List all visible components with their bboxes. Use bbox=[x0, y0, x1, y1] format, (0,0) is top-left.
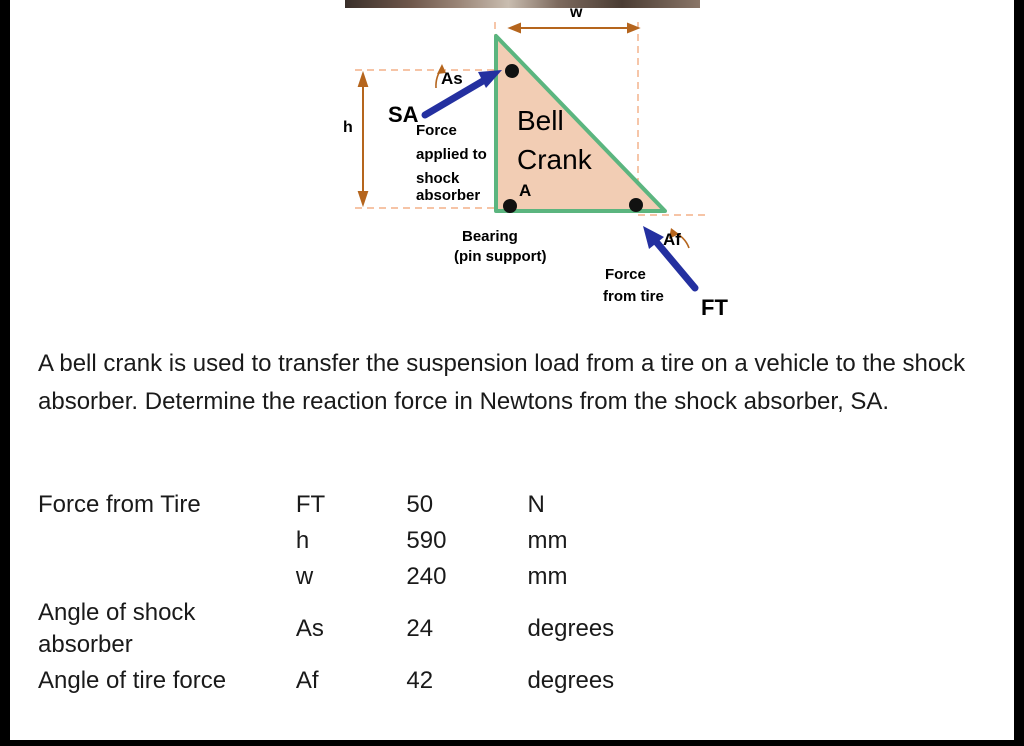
pin-tire bbox=[629, 198, 643, 212]
dimension-w bbox=[510, 24, 638, 32]
crank-title-line1: Bell bbox=[517, 105, 564, 136]
dimension-h-label: h bbox=[343, 119, 353, 136]
row-name bbox=[38, 523, 296, 559]
row-value: 240 bbox=[406, 563, 447, 590]
angle-af-label: Af bbox=[663, 230, 681, 249]
row-unit: degrees bbox=[527, 615, 615, 642]
row-name: Angle of shock absorber bbox=[38, 599, 196, 658]
shock-caption-line3: shock bbox=[416, 170, 460, 187]
row-name bbox=[38, 559, 296, 595]
table-row bbox=[38, 523, 738, 559]
row-value: 590 bbox=[406, 527, 447, 554]
row-unit: degrees bbox=[527, 667, 615, 694]
bell-crank-diagram bbox=[10, 0, 1014, 330]
row-symbol: FT bbox=[295, 491, 326, 518]
table-row bbox=[38, 487, 738, 523]
pin-bearing bbox=[503, 199, 517, 213]
tire-caption-line2: from tire bbox=[603, 288, 664, 305]
pin-shock bbox=[505, 64, 519, 78]
tire-force-label: FT bbox=[701, 295, 728, 320]
row-value: 42 bbox=[406, 667, 434, 694]
row-value: 24 bbox=[406, 615, 434, 642]
point-a-label: A bbox=[519, 181, 532, 200]
row-symbol: h bbox=[295, 527, 310, 554]
angle-as-label: As bbox=[441, 69, 463, 88]
row-symbol: As bbox=[295, 615, 324, 642]
row-value: 50 bbox=[406, 491, 434, 518]
document-page bbox=[10, 0, 1014, 740]
row-unit: mm bbox=[527, 527, 568, 554]
row-unit: N bbox=[527, 491, 545, 518]
diagram-svg bbox=[10, 0, 1014, 330]
shock-caption-line1: Force bbox=[416, 122, 457, 139]
table-row bbox=[38, 595, 738, 663]
row-name: Force from Tire bbox=[38, 491, 201, 518]
dimension-w-label: w bbox=[570, 4, 583, 21]
variables-table bbox=[38, 487, 738, 699]
shock-force-label: SA bbox=[388, 102, 419, 127]
row-symbol: w bbox=[295, 563, 314, 590]
row-unit: mm bbox=[527, 563, 568, 590]
shock-caption-line2: applied to bbox=[416, 146, 487, 163]
crank-title-line2: Crank bbox=[517, 144, 592, 175]
problem-statement bbox=[38, 345, 988, 421]
row-name: Angle of tire force bbox=[38, 667, 227, 694]
problem-paragraph: A bell crank is used to transfer the suspension load from a tire on a vehicle to the shock absorber. Determine the reaction force in Newtons from the shock absorber, SA. bbox=[38, 350, 966, 415]
bearing-caption-line1: Bearing bbox=[462, 228, 518, 245]
dimension-h bbox=[359, 74, 367, 204]
table-row bbox=[38, 559, 738, 595]
tire-caption-line1: Force bbox=[605, 266, 646, 283]
table-row bbox=[38, 663, 738, 699]
shock-caption-line4: absorber bbox=[416, 187, 481, 204]
row-symbol: Af bbox=[295, 667, 319, 694]
bearing-caption-line2: (pin support) bbox=[454, 248, 547, 265]
